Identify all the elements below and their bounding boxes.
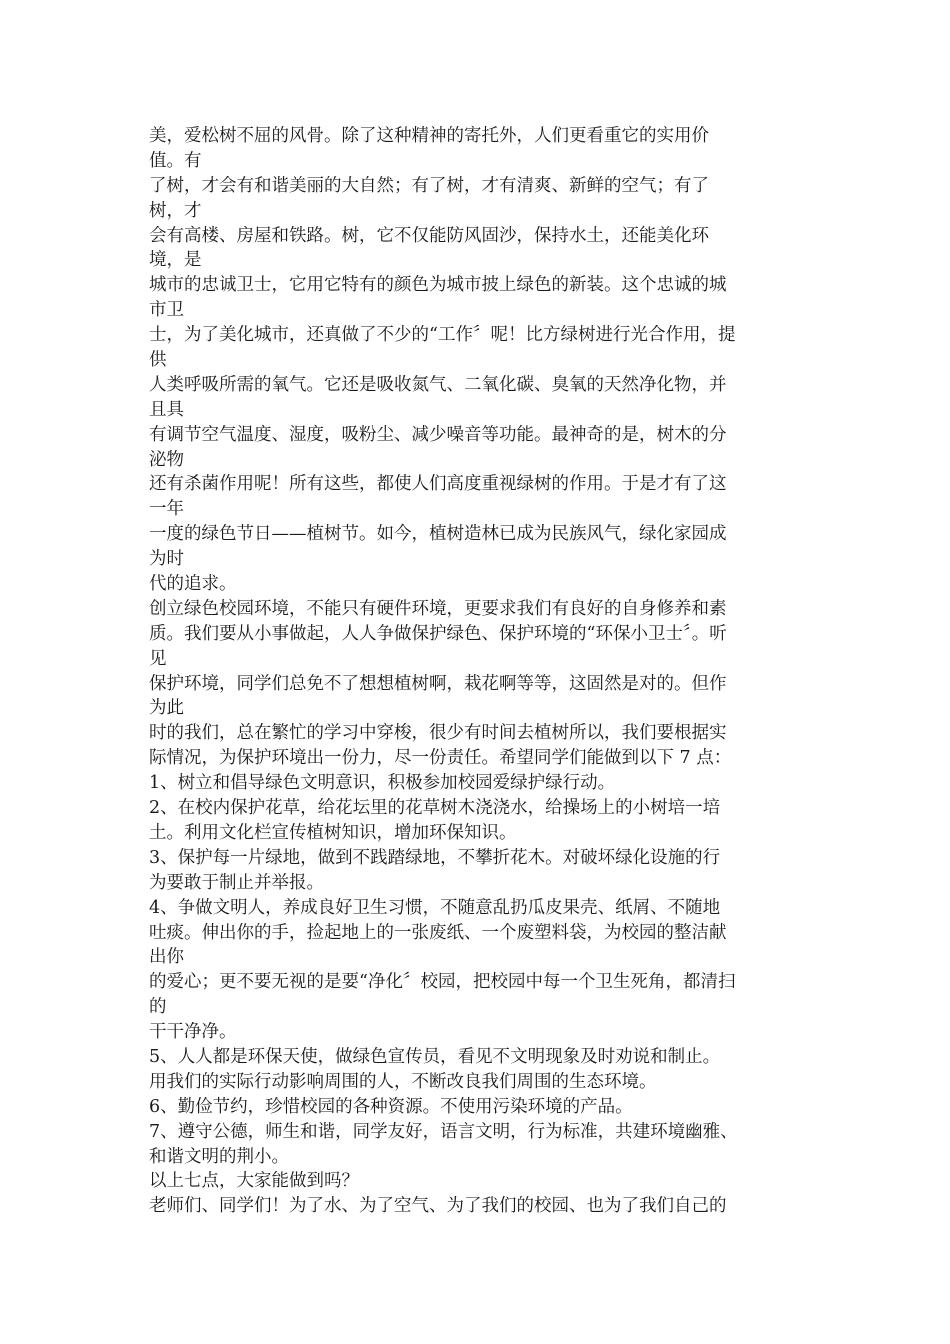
text-line: 际情况，为保护环境出一份力，尽一份责任。希望同学们能做到以下 7 点： <box>149 748 732 769</box>
text-line: 境，是 <box>149 250 202 271</box>
text-line: 城市的忠诚卫士，它用它特有的颜色为城市披上绿色的新装。这个忠诚的城 <box>149 275 727 296</box>
text-line: 会有高楼、房屋和铁路。树，它不仅能防风固沙，保持水土，还能美化环 <box>149 225 709 246</box>
text-line: 供 <box>149 350 167 371</box>
text-line: 质。我们要从小事做起，人人争做保护绿色、保护环境的“环保小卫士〞。听 <box>149 623 727 644</box>
text-line: 为要敢于制止并举报。 <box>149 872 324 893</box>
text-line: 老师们、同学们！为了水、为了空气、为了我们的校园、也为了我们自己的 <box>149 1196 727 1217</box>
text-line: 见 <box>149 648 167 669</box>
text-line: 出你 <box>149 947 184 968</box>
text-line: 土。利用文化栏宣传植树知识，增加环保知识。 <box>149 822 517 843</box>
text-line: 一度的绿色节日——植树节。如今，植树造林已成为民族风气，绿化家园成 <box>149 524 727 545</box>
text-line: 人类呼吸所需的氧气。它还是吸收氮气、二氧化碳、臭氧的天然净化物，并 <box>149 374 727 395</box>
text-line: 用我们的实际行动影响周围的人，不断改良我们周围的生态环境。 <box>149 1071 657 1092</box>
text-line: 的爱心；更不要无视的是要“净化〞校园，把校园中每一个卫生死角，都清扫 <box>149 972 736 993</box>
text-line: 为时 <box>149 549 184 570</box>
text-line: 干干净净。 <box>149 1022 237 1043</box>
text-line: 士，为了美化城市，还真做了不少的“工作〞呢！比方绿树进行光合作用，提 <box>149 325 736 346</box>
text-line: 为此 <box>149 698 184 719</box>
text-line: 值。有 <box>149 150 202 171</box>
text-line: 5、人人都是环保天使，做绿色宣传员，看见不文明现象及时劝说和制止。 <box>149 1046 721 1067</box>
text-line: 以上七点，大家能做到吗？ <box>149 1171 359 1192</box>
text-line: 代的追求。 <box>149 574 237 595</box>
text-line: 一年 <box>149 499 184 520</box>
text-line: 6、勤俭节约，珍惜校园的各种资源。不使用污染环境的产品。 <box>149 1096 633 1117</box>
document-body <box>149 124 799 1219</box>
text-line: 3、保护每一片绿地，做到不践踏绿地，不攀折花木。对破坏绿化设施的行 <box>149 847 721 868</box>
text-line: 美，爱松树不屈的风骨。除了这种精神的寄托外，人们更看重它的实用价 <box>149 126 709 146</box>
text-line: 吐痰。伸出你的手，捡起地上的一张废纸、一个废塑料袋，为校园的整洁献 <box>149 922 727 943</box>
text-line: 的 <box>149 997 167 1018</box>
text-line: 创立绿色校园环境，不能只有硬件环境，更要求我们有良好的自身修养和素 <box>149 598 727 619</box>
text-line: 树，才 <box>149 200 202 221</box>
text-line: 4、争做文明人，养成良好卫生习惯，不随意乱扔瓜皮果壳、纸屑、不随地 <box>149 897 721 918</box>
text-line: 时的我们，总在繁忙的学习中穿梭，很少有时间去植树所以，我们要根据实 <box>149 723 727 744</box>
text-line: 泌物 <box>149 449 184 470</box>
text-line: 有调节空气温度、湿度，吸粉尘、减少噪音等功能。最神奇的是，树木的分 <box>149 424 727 445</box>
text-line: 1、树立和倡导绿色文明意识，积极参加校园爱绿护绿行动。 <box>149 773 616 794</box>
text-line: 7、遵守公德，师生和谐，同学友好，语言文明，行为标准，共建环境幽雅、 <box>149 1121 738 1142</box>
text-line: 还有杀菌作用呢！所有这些，都使人们高度重视绿树的作用。于是才有了这 <box>149 474 727 495</box>
text-line: 了树，才会有和谐美丽的大自然；有了树，才有清爽、新鲜的空气；有了 <box>149 175 709 196</box>
text-line: 保护环境，同学们总免不了想想植树啊，栽花啊等等，这固然是对的。但作 <box>149 673 727 694</box>
text-line: 和谐文明的荆小。 <box>149 1146 289 1167</box>
text-line: 市卫 <box>149 300 184 321</box>
text-line: 且具 <box>149 399 184 420</box>
text-line: 2、在校内保护花草，给花坛里的花草树木浇浇水，给操场上的小树培一培 <box>149 798 721 819</box>
